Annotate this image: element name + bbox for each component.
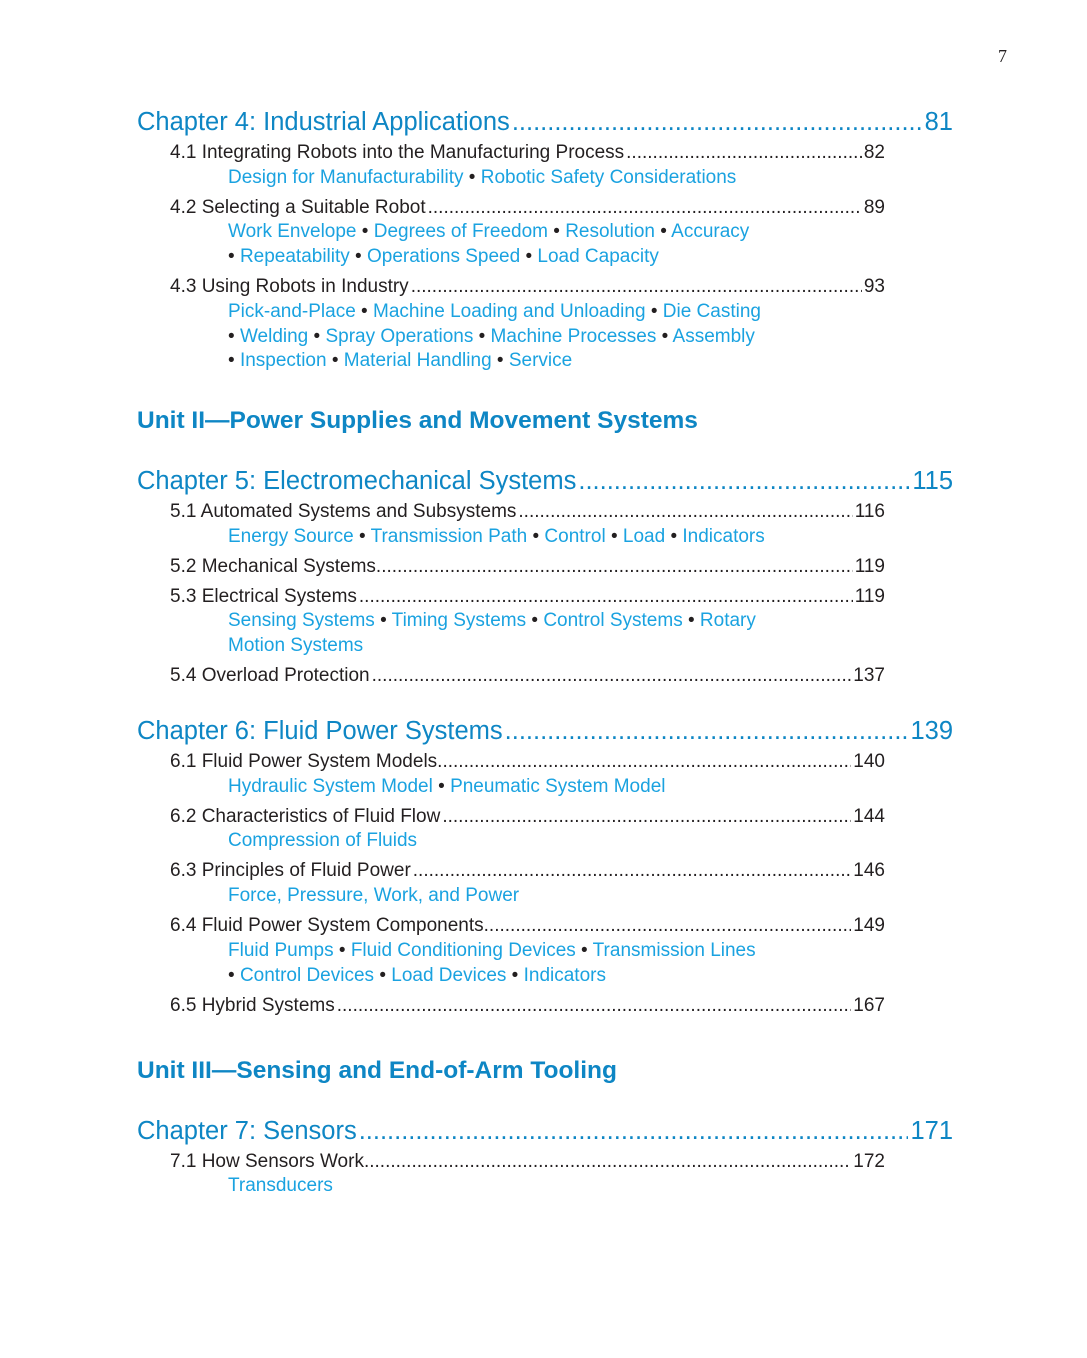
topic-line bbox=[228, 829, 953, 854]
dot-leader bbox=[376, 555, 853, 580]
topic-link[interactable]: Design for Manufacturability bbox=[228, 166, 464, 188]
section-title: 4.2 Selecting a Suitable Robot bbox=[170, 196, 426, 218]
bullet-separator: • bbox=[432, 775, 451, 797]
topic-link[interactable]: Sensing Systems bbox=[228, 610, 375, 632]
bullet-separator: • bbox=[682, 610, 700, 632]
topic-link[interactable]: Operations Speed bbox=[367, 246, 521, 268]
section-entry[interactable] bbox=[170, 555, 885, 580]
topic-link[interactable]: Indicators bbox=[523, 964, 606, 986]
topic-link[interactable]: Rotary bbox=[699, 610, 756, 632]
topic-link[interactable]: Transmission Lines bbox=[592, 939, 756, 961]
chapter-title: Chapter 4: Industrial Applications bbox=[137, 108, 510, 136]
topic-link[interactable]: Pneumatic System Model bbox=[450, 775, 666, 797]
bullet-separator: • bbox=[353, 525, 371, 547]
topic-line bbox=[228, 1174, 953, 1199]
topic-line bbox=[228, 525, 953, 550]
topic-list bbox=[228, 829, 953, 854]
page-ref: 89 bbox=[863, 196, 885, 218]
page-ref: 82 bbox=[863, 142, 885, 163]
section-title: 5.1 Automated Systems and Subsystems bbox=[170, 500, 517, 522]
topic-link[interactable]: Load bbox=[622, 525, 666, 547]
section-entry[interactable] bbox=[170, 664, 885, 689]
section-title: 6.5 Hybrid Systems bbox=[170, 994, 335, 1016]
topic-line bbox=[228, 300, 953, 325]
bullet-separator: • bbox=[506, 964, 524, 986]
topic-link[interactable]: Control bbox=[544, 525, 606, 547]
topic-line bbox=[228, 220, 953, 245]
section-entry[interactable] bbox=[170, 750, 885, 775]
topic-list bbox=[228, 220, 953, 269]
page-ref: 119 bbox=[854, 585, 885, 607]
bullet-separator: • bbox=[374, 964, 392, 986]
bullet-separator: • bbox=[654, 221, 672, 243]
topic-list bbox=[228, 939, 953, 988]
topic-list bbox=[228, 1174, 953, 1199]
dot-leader bbox=[437, 750, 851, 775]
topic-list bbox=[228, 300, 953, 374]
bullet-separator: • bbox=[520, 246, 538, 268]
chapter-title: Chapter 5: Electromechanical Systems bbox=[137, 466, 577, 495]
topic-line bbox=[228, 166, 953, 191]
dot-leader bbox=[411, 275, 862, 300]
topic-link[interactable]: Pick-and-Place bbox=[228, 300, 356, 322]
bullet-separator: • bbox=[491, 350, 509, 372]
bullet-separator: • bbox=[326, 350, 344, 372]
section-entry[interactable] bbox=[170, 275, 885, 300]
chapter-title: Chapter 6: Fluid Power Systems bbox=[137, 717, 503, 746]
section-entry[interactable] bbox=[170, 141, 885, 166]
section-title: 4.1 Integrating Robots into the Manufacturing Process bbox=[170, 142, 625, 163]
topic-line bbox=[228, 634, 953, 659]
dot-leader bbox=[428, 196, 862, 221]
page-ref: 172 bbox=[853, 1150, 885, 1172]
bullet-separator: • bbox=[526, 610, 544, 632]
bullet-separator: • bbox=[575, 939, 593, 961]
bullet-separator: • bbox=[665, 525, 683, 547]
topic-link[interactable]: Hydraulic System Model bbox=[228, 775, 433, 797]
dot-leader bbox=[364, 1150, 851, 1175]
topic-link[interactable]: Load Devices bbox=[391, 964, 507, 986]
page-ref: 81 bbox=[924, 108, 953, 136]
topic-link[interactable]: Timing Systems bbox=[391, 610, 527, 632]
bullet-separator: • bbox=[228, 964, 240, 986]
topic-link[interactable]: Fluid Conditioning Devices bbox=[350, 939, 576, 961]
spacer bbox=[137, 689, 953, 694]
bullet-separator: • bbox=[228, 350, 240, 372]
topic-link[interactable]: Spray Operations bbox=[325, 325, 474, 347]
bullet-separator: • bbox=[228, 325, 240, 347]
page-ref: 115 bbox=[912, 466, 953, 495]
topic-list bbox=[228, 609, 953, 658]
topic-link[interactable]: Transducers bbox=[228, 1175, 333, 1197]
topic-line bbox=[228, 349, 953, 374]
dot-leader bbox=[626, 141, 862, 166]
dot-leader bbox=[512, 105, 923, 139]
topic-link[interactable]: Inspection bbox=[239, 350, 327, 372]
section-title: 5.3 Electrical Systems bbox=[170, 585, 357, 607]
topic-link[interactable]: Die Casting bbox=[662, 300, 761, 322]
section-title: 7.1 How Sensors Work bbox=[170, 1150, 364, 1172]
page-ref: 140 bbox=[853, 751, 885, 773]
section-entry[interactable] bbox=[170, 859, 885, 884]
topic-link[interactable]: Fluid Pumps bbox=[228, 939, 334, 961]
page-ref: 171 bbox=[910, 1116, 953, 1145]
bullet-separator: • bbox=[656, 325, 673, 347]
topic-link[interactable]: Machine Loading and Unloading bbox=[373, 300, 646, 322]
chapter-entry[interactable] bbox=[137, 105, 953, 139]
topic-line bbox=[228, 609, 953, 634]
page-ref: 146 bbox=[853, 860, 885, 882]
bullet-separator: • bbox=[355, 300, 373, 322]
section-entry[interactable] bbox=[170, 914, 885, 939]
unit-heading: Unit II—Power Supplies and Movement Systems bbox=[137, 406, 698, 434]
bullet-separator: • bbox=[356, 221, 374, 243]
dot-leader bbox=[372, 664, 852, 689]
bullet-separator: • bbox=[308, 325, 326, 347]
topic-link[interactable]: Indicators bbox=[682, 525, 765, 547]
topic-link[interactable]: Machine Processes bbox=[490, 325, 657, 347]
section-title: 6.4 Fluid Power System Components bbox=[170, 915, 484, 937]
bullet-separator: • bbox=[463, 166, 481, 188]
bullet-separator: • bbox=[527, 525, 545, 547]
chapter-title: Chapter 7: Sensors bbox=[137, 1116, 357, 1145]
bullet-separator: • bbox=[228, 246, 240, 268]
topic-link[interactable]: Load Capacity bbox=[537, 246, 659, 268]
topic-link[interactable]: Degrees of Freedom bbox=[373, 221, 548, 243]
page-ref: 149 bbox=[853, 915, 885, 937]
section-title: 6.2 Characteristics of Fluid Flow bbox=[170, 805, 441, 827]
dot-leader bbox=[484, 914, 852, 939]
topic-link[interactable]: Energy Source bbox=[228, 525, 354, 547]
topic-link[interactable]: Motion Systems bbox=[228, 635, 364, 657]
topic-link[interactable]: Repeatability bbox=[239, 246, 350, 268]
bullet-separator: • bbox=[547, 221, 566, 243]
topic-link[interactable]: Material Handling bbox=[343, 350, 492, 372]
bullet-separator: • bbox=[605, 525, 623, 547]
spacer bbox=[137, 1018, 953, 1023]
topic-line bbox=[228, 245, 953, 270]
dot-leader bbox=[359, 585, 853, 610]
topic-link[interactable]: Service bbox=[508, 350, 573, 372]
dot-leader bbox=[442, 805, 851, 830]
table-of-contents bbox=[137, 105, 953, 1204]
section-entry[interactable] bbox=[170, 805, 885, 830]
bullet-separator: • bbox=[333, 939, 351, 961]
topic-link[interactable]: Control Devices bbox=[239, 964, 375, 986]
topic-line bbox=[228, 884, 953, 909]
dot-leader bbox=[359, 1114, 909, 1148]
page-ref: 167 bbox=[853, 994, 885, 1016]
topic-list bbox=[228, 525, 953, 550]
topic-link[interactable]: Resolution bbox=[565, 221, 655, 243]
section-entry[interactable] bbox=[170, 585, 885, 610]
section-entry[interactable] bbox=[170, 994, 885, 1019]
section-title: 4.3 Using Robots in Industry bbox=[170, 276, 409, 298]
section-entry[interactable] bbox=[170, 196, 885, 221]
bullet-separator: • bbox=[349, 246, 367, 268]
topic-link[interactable]: Compression of Fluids bbox=[228, 830, 418, 852]
topic-line bbox=[228, 964, 953, 989]
page-ref: 116 bbox=[854, 500, 885, 522]
section-entry[interactable] bbox=[170, 500, 885, 525]
chapter-entry[interactable] bbox=[137, 714, 953, 748]
page-ref: 119 bbox=[854, 555, 885, 577]
topic-link[interactable]: Force, Pressure, Work, and Power bbox=[228, 885, 520, 907]
dot-leader bbox=[518, 500, 852, 525]
topic-line bbox=[228, 775, 953, 800]
topic-list bbox=[228, 884, 953, 909]
dot-leader bbox=[578, 464, 910, 498]
bullet-separator: • bbox=[374, 610, 392, 632]
section-title: 5.4 Overload Protection bbox=[170, 665, 370, 687]
topic-list bbox=[228, 775, 953, 800]
dot-leader bbox=[505, 714, 909, 748]
section-title: 6.3 Principles of Fluid Power bbox=[170, 860, 411, 882]
topic-link[interactable]: Transmission Path bbox=[370, 525, 528, 547]
topic-list bbox=[228, 166, 953, 191]
dot-leader bbox=[337, 994, 852, 1019]
topic-link[interactable]: Robotic Safety Considerations bbox=[480, 166, 737, 188]
dot-leader bbox=[413, 859, 852, 884]
chapter-entry[interactable] bbox=[137, 464, 953, 498]
unit-heading: Unit III—Sensing and End-of-Arm Tooling bbox=[137, 1056, 617, 1084]
page-ref: 144 bbox=[853, 805, 885, 827]
section-title: 6.1 Fluid Power System Models bbox=[170, 751, 438, 773]
topic-line bbox=[228, 939, 953, 964]
topic-link[interactable]: Accuracy bbox=[671, 221, 750, 243]
topic-line bbox=[228, 325, 953, 350]
page-ref: 137 bbox=[853, 665, 885, 687]
page-number: 7 bbox=[998, 46, 1007, 66]
topic-link[interactable]: Welding bbox=[239, 325, 309, 347]
chapter-entry[interactable] bbox=[137, 1114, 953, 1148]
topic-link[interactable]: Work Envelope bbox=[228, 221, 357, 243]
section-title: 5.2 Mechanical Systems bbox=[170, 555, 376, 577]
topic-link[interactable]: Assembly bbox=[672, 325, 755, 347]
page-ref: 139 bbox=[910, 717, 953, 746]
topic-link[interactable]: Control Systems bbox=[543, 610, 683, 632]
bullet-separator: • bbox=[473, 325, 491, 347]
page-ref: 93 bbox=[863, 276, 885, 298]
bullet-separator: • bbox=[645, 300, 663, 322]
section-entry[interactable] bbox=[170, 1150, 885, 1175]
